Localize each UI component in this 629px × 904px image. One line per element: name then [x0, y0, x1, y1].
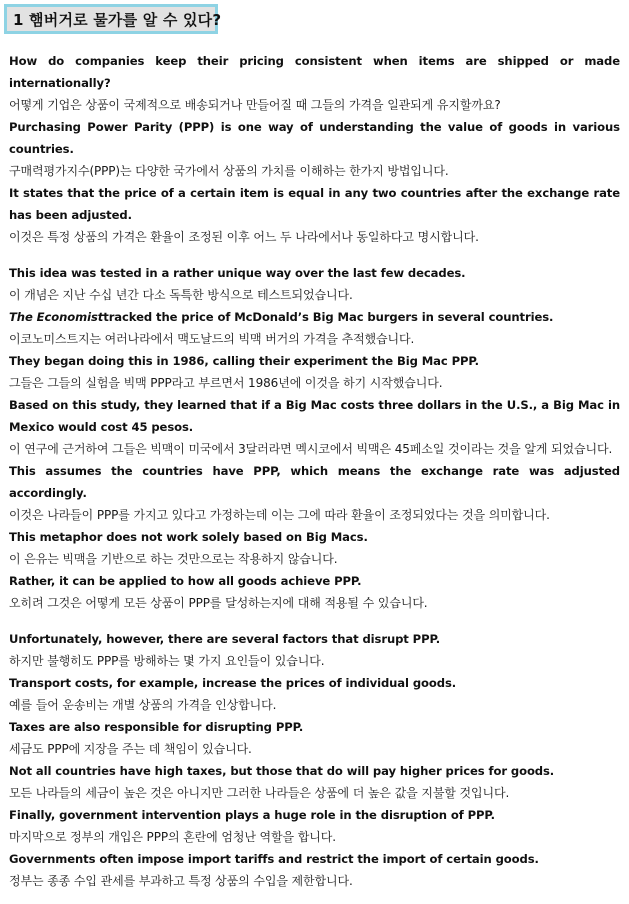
korean-translation: 이 개념은 지난 수십 년간 다소 독특한 방식으로 테스트되었습니다.	[9, 288, 353, 302]
english-sentence: Transport costs, for example, increase the prices of individual goods.	[9, 676, 457, 690]
korean-translation: 예를 들어 운송비는 개별 상품의 가격을 인상합니다.	[9, 698, 277, 712]
korean-translation: 그들은 그들의 실험을 빅맥 PPP라고 부르면서 1986년에 이것을 하기 시작했습니다.	[9, 376, 443, 390]
korean-translation: 구매력평가지수(PPP)는 다양한 국가에서 상품의 가치를 이해하는 한가지 방법입니다.	[9, 164, 449, 178]
english-sentence: Finally, government intervention plays a huge role in the disruption of PPP.	[9, 808, 495, 822]
paragraph-1	[9, 50, 620, 248]
paragraph-3	[9, 628, 620, 892]
english-sentence	[9, 306, 620, 328]
korean-translation: 마지막으로 정부의 개입은 PPP의 혼란에 엄청난 역할을 합니다.	[9, 830, 336, 844]
korean-translation: 이 은유는 빅맥을 기반으로 하는 것만으로는 작용하지 않습니다.	[9, 552, 338, 566]
korean-translation: 세금도 PPP에 지장을 주는 데 책임이 있습니다.	[9, 742, 252, 756]
korean-translation: 모든 나라들의 세금이 높은 것은 아니지만 그러한 나라들은 상품에 더 높은 값을 지불할 것입니다.	[9, 786, 510, 800]
lesson-title: 1 햄버거로 물가를 알 수 있다?	[13, 10, 222, 29]
korean-translation: 이것은 나라들이 PPP를 가지고 있다고 가정하는데 이는 그에 따라 환율이 조정되었다는 것을 의미합니다.	[9, 508, 550, 522]
english-sentence: This metaphor does not work solely based on Big Macs.	[9, 530, 368, 544]
korean-translation: 하지만 불행히도 PPP를 방해하는 몇 가지 요인들이 있습니다.	[9, 654, 325, 668]
english-sentence: Governments often impose import tariffs and restrict the import of certain goods.	[9, 852, 539, 866]
paragraph-spacer	[9, 614, 620, 628]
korean-translation: 오히려 그것은 어떻게 모든 상품이 PPP를 달성하는지에 대해 적용될 수 있습니다.	[9, 596, 428, 610]
korean-translation: 이 연구에 근거하여 그들은 빅맥이 미국에서 3달러라면 멕시코에서 빅맥은 45페소일 것이라는 것을 알게 되었습니다.	[9, 442, 613, 456]
sentence-text: tracked the price of McDonald’s Big Mac burgers in several countries.	[103, 310, 554, 324]
english-sentence: They began doing this in 1986, calling their experiment the Big Mac PPP.	[9, 354, 479, 368]
korean-translation: 이것은 특정 상품의 가격은 환율이 조정된 이후 어느 두 나라에서나 동일하다고 명시합니다.	[9, 230, 479, 244]
english-sentence: How do companies keep their pricing consistent when items are shipped or made internationally?	[9, 54, 620, 90]
english-sentence: Not all countries have high taxes, but those that do will pay higher prices for goods.	[9, 764, 555, 778]
publication-name: The Economist	[9, 310, 104, 324]
korean-translation: 어떻게 기업은 상품이 국제적으로 배송되거나 만들어질 때 그들의 가격을 일관되게 유지할까요?	[9, 98, 501, 112]
bilingual-text	[9, 50, 620, 892]
lesson-title-box	[4, 4, 222, 34]
english-sentence: This assumes the countries have PPP, which means the exchange rate was adjusted accordingly.	[9, 464, 620, 500]
english-sentence: It states that the price of a certain item is equal in any two countries after the exchange rate has been adjusted.	[9, 186, 620, 222]
english-sentence: Rather, it can be applied to how all goods achieve PPP.	[9, 574, 362, 588]
english-sentence: Purchasing Power Parity (PPP) is one way of understanding the value of goods in various countries.	[9, 120, 620, 156]
english-sentence: This idea was tested in a rather unique way over the last few decades.	[9, 266, 466, 280]
english-sentence: Based on this study, they learned that if a Big Mac costs three dollars in the U.S., a Big Mac in Mexico would cost 45 pesos.	[9, 398, 620, 434]
english-sentence: Taxes are also responsible for disrupting PPP.	[9, 720, 304, 734]
paragraph-2	[9, 262, 620, 614]
korean-translation: 정부는 종종 수입 관세를 부과하고 특정 상품의 수입을 제한합니다.	[9, 874, 353, 888]
english-sentence: Unfortunately, however, there are several factors that disrupt PPP.	[9, 632, 441, 646]
korean-translation: 이코노미스트지는 여러나라에서 맥도날드의 빅맥 버거의 가격을 추적했습니다.	[9, 332, 415, 346]
paragraph-spacer	[9, 248, 620, 262]
